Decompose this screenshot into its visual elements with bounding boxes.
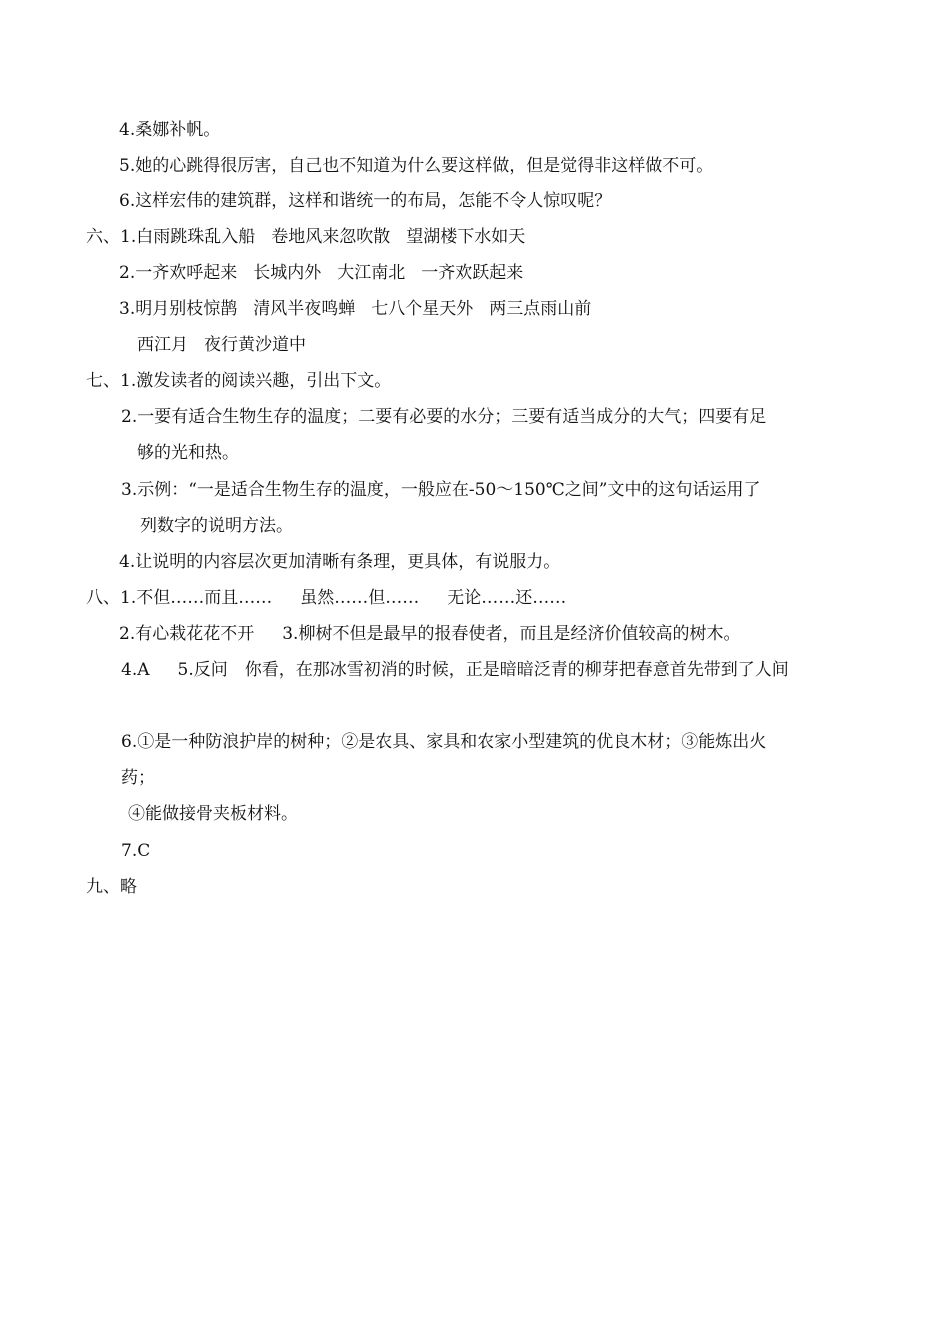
poem-line-1: 1.白雨跳珠乱入船 [120,227,256,247]
poem-title-1: 西江月 [137,335,188,355]
answer-7-1: 1.激发读者的阅读兴趣，引出下文。 [120,371,392,391]
section-6-row-4 [137,334,306,356]
answer-6-3a: 3.明月别枝惊鹊 [119,299,238,319]
section-7-row-1 [86,370,391,392]
answer-7-4: 4.让说明的内容层次更加清晰有条理，更具体，有说服力。 [119,552,561,572]
answer-8-1b: 虽然……但…… [300,588,420,608]
answer-8-7: 7.C [121,841,151,861]
answer-8-6-line-2: 药； [121,768,155,788]
answer-8-5: 5.反问 你看，在那冰雪初消的时候，正是暗暗泛青的柳芽把春意首先带到了人间 [177,660,789,680]
answer-7-2-line-2: 够的光和热。 [137,443,239,463]
section-6-row-2 [119,262,523,284]
section-7-heading: 七、 [86,371,120,391]
answer-5-6: 6.这样宏伟的建筑群，这样和谐统一的布局，怎能不令人惊叹呢？ [119,191,612,211]
answer-7-2-line-1: 2.一要有适合生物生存的温度；二要有必要的水分；三要有适当成分的大气；四要有足 [121,407,767,427]
answer-8-1c: 无论……还…… [447,588,567,608]
section-8-row-2 [119,623,740,645]
answer-6-2a: 2.一齐欢呼起来 [119,263,238,283]
answer-7-3-line-2: 列数字的说明方法。 [140,516,293,536]
poem-title-2: 夜行黄沙道中 [204,335,306,355]
answer-6-2c: 大江南北 [337,263,406,283]
section-6-row-1 [86,226,525,248]
section-8-heading: 八、 [86,588,120,608]
section-8-row-1 [86,587,566,609]
answer-8-4: 4.A [121,660,150,680]
section-6-row-3 [119,298,591,320]
answer-8-6-line-1: 6.①是一种防浪护岸的树种；②是农具、家具和农家小型建筑的优良木材；③能炼出火 [121,732,767,752]
answer-6-2d: 一齐欢跃起来 [421,263,524,283]
section-9: 九、略 [86,877,137,897]
answer-5-4: 4.桑娜补帆。 [119,120,221,140]
answer-8-1a: 1.不但……而且…… [120,588,273,608]
answer-5-5: 5.她的心跳得很厉害，自己也不知道为什么要这样做，但是觉得非这样做不可。 [119,156,714,176]
answer-8-2: 2.有心栽花花不开 [119,624,255,644]
answer-7-3-line-1: 3.示例：“一是适合生物生存的温度，一般应在-50～150℃之间”文中的这句话运用了 [121,480,761,500]
answer-8-6-line-3: ④能做接骨夹板材料。 [128,804,298,824]
answer-6-3d: 两三点雨山前 [489,299,592,319]
poem-line-2: 卷地风来忽吹散 [271,227,391,247]
answer-6-3c: 七八个星天外 [371,299,474,319]
answer-6-2b: 长城内外 [253,263,322,283]
poem-line-3: 望湖楼下水如天 [406,227,526,247]
section-8-row-3 [121,659,789,681]
answer-6-3b: 清风半夜鸣蝉 [253,299,356,319]
answer-8-3: 3.柳树不但是最早的报春使者，而且是经济价值较高的树木。 [282,624,741,644]
section-6-heading: 六、 [86,227,120,247]
